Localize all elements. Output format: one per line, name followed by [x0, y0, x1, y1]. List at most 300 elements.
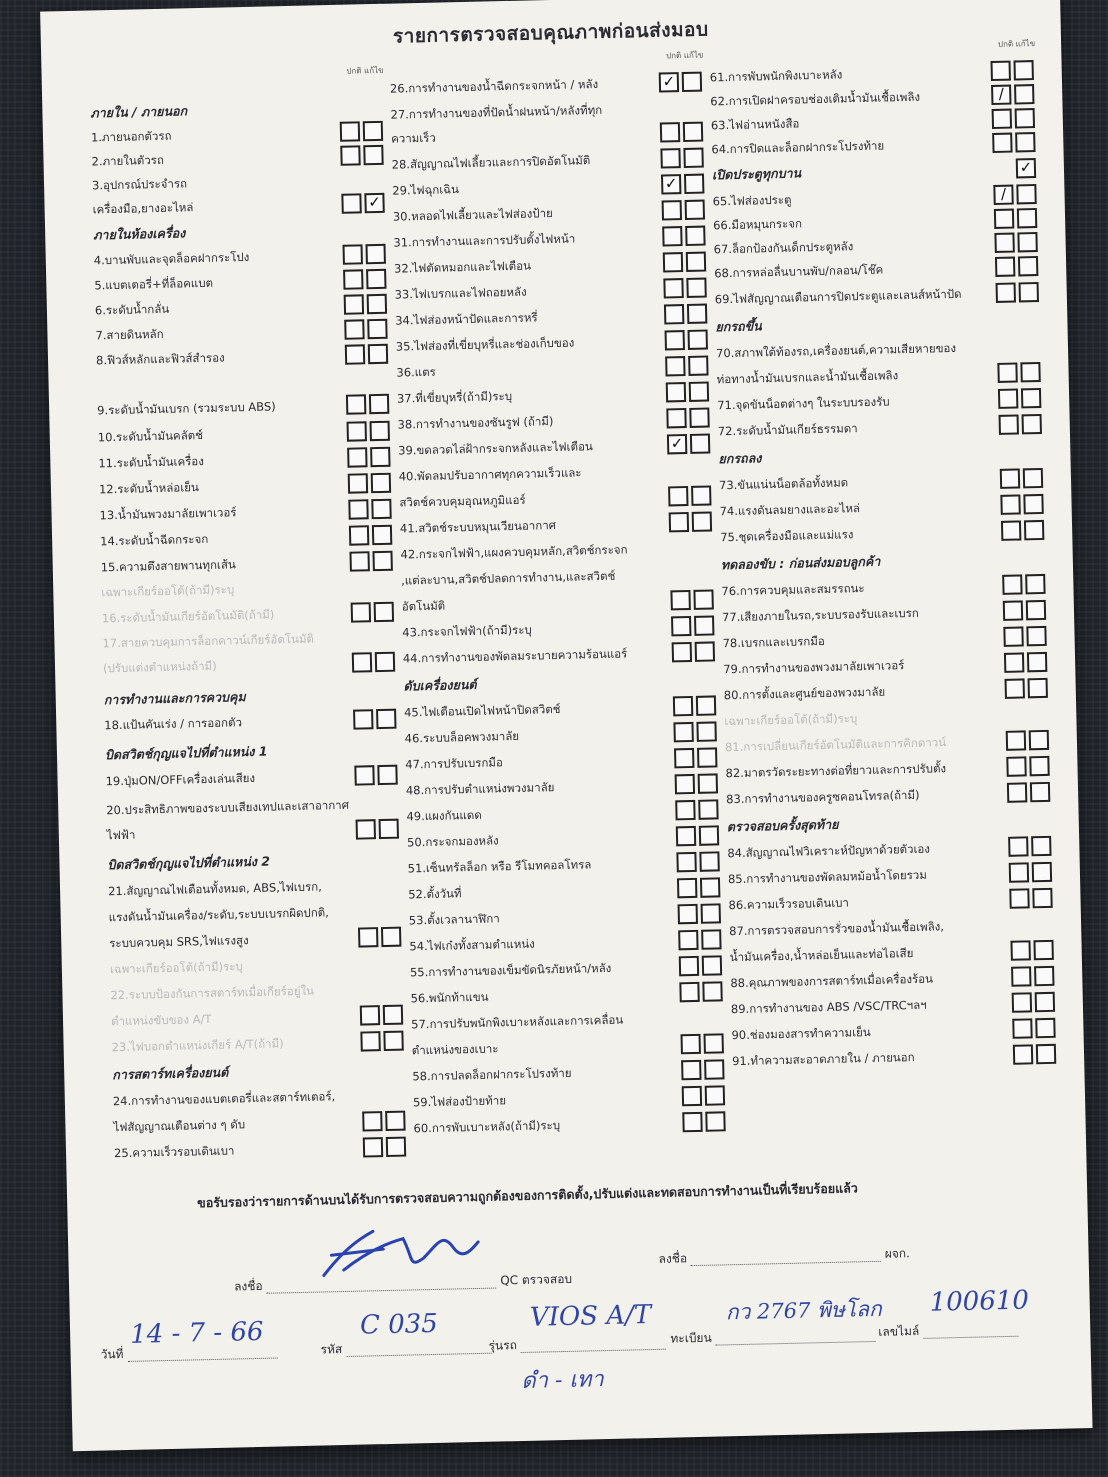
- fixed-checkbox[interactable]: [1020, 362, 1040, 382]
- checklist-item-label: ระบบควบคุม SRS,ไฟแรงสูง: [109, 933, 249, 951]
- fixed-checkbox[interactable]: [689, 407, 709, 427]
- status-checkboxes: [682, 1111, 725, 1130]
- normal-checkbox[interactable]: [992, 109, 1012, 129]
- checklist-item: [113, 1113, 413, 1134]
- normal-checkbox[interactable]: [665, 356, 685, 376]
- normal-checkbox[interactable]: ✓: [661, 174, 681, 194]
- normal-checkbox[interactable]: [342, 244, 362, 264]
- checklist-item-label: 48.การปรับตำแหน่งพวงมาลัย: [405, 780, 555, 798]
- normal-checkbox[interactable]: [668, 486, 688, 506]
- checklist-item-label: 84.สัญญาณไฟวิเคราะห์ปัญหาด้วยตัวเอง: [727, 841, 931, 861]
- normal-checkbox[interactable]: ✓: [1016, 158, 1036, 178]
- status-checkboxes: [1016, 158, 1036, 176]
- normal-checkbox[interactable]: [666, 408, 686, 428]
- checklist-item-label: 25.ความเร็วรอบเดินเบา: [113, 1143, 235, 1161]
- normal-checkbox[interactable]: [996, 283, 1016, 303]
- fixed-checkbox[interactable]: [386, 1137, 406, 1157]
- fixed-checkbox[interactable]: [1015, 108, 1035, 128]
- fixed-checkbox[interactable]: [691, 485, 711, 505]
- fixed-checkbox[interactable]: [1024, 520, 1044, 540]
- checklist-item-label: 10.ระดับน้ำมันคลัตช์: [97, 427, 204, 445]
- fixed-checkbox[interactable]: [700, 877, 720, 897]
- normal-checkbox[interactable]: [1009, 888, 1029, 908]
- normal-checkbox[interactable]: [343, 269, 363, 289]
- fixed-checkbox[interactable]: [1019, 282, 1039, 302]
- normal-checkbox[interactable]: [1003, 626, 1023, 646]
- fixed-checkbox[interactable]: [368, 344, 388, 364]
- checklist-item-label: 79.การทำงานของพวงมาลัยเพาเวอร์: [723, 658, 905, 677]
- fixed-checkbox[interactable]: [688, 356, 708, 376]
- status-checkboxes: [1012, 992, 1055, 1011]
- status-checkboxes: [1013, 1044, 1056, 1063]
- normal-checkbox[interactable]: [1007, 782, 1027, 802]
- normal-checkbox[interactable]: [665, 330, 685, 350]
- fixed-checkbox[interactable]: [703, 1033, 723, 1053]
- normal-checkbox[interactable]: [678, 904, 698, 924]
- checklist-item-label: สวิตช์ควบคุมอุณหภูมิแอร์: [399, 492, 526, 510]
- normal-checkbox[interactable]: [677, 878, 697, 898]
- normal-checkbox[interactable]: [351, 602, 371, 622]
- fixed-checkbox[interactable]: [689, 381, 709, 401]
- normal-checkbox[interactable]: [353, 709, 373, 729]
- fixed-checkbox[interactable]: [1029, 756, 1049, 776]
- checklist-item-label: 12.ระดับน้ำหล่อเย็น: [98, 480, 199, 497]
- fixed-checkbox[interactable]: [1031, 836, 1051, 856]
- fixed-checkbox[interactable]: [690, 433, 710, 453]
- normal-checkbox[interactable]: [358, 927, 378, 947]
- fixed-checkbox[interactable]: [374, 602, 394, 622]
- fixed-checkbox[interactable]: ✓: [364, 193, 384, 213]
- fixed-checkbox[interactable]: [1013, 60, 1033, 80]
- section-heading: [112, 1061, 412, 1082]
- fixed-checkbox[interactable]: [1026, 626, 1046, 646]
- checklist-item-label: 32.ไฟตัดหมอกและไฟเตือน: [393, 258, 532, 276]
- fixed-checkbox[interactable]: [363, 121, 383, 141]
- checklist-item-label: ทดลองขับ : ก่อนส่งมอบลูกค้า: [720, 553, 881, 573]
- normal-checkbox[interactable]: [360, 1031, 380, 1051]
- fixed-checkbox[interactable]: [1029, 730, 1049, 750]
- fixed-checkbox[interactable]: [686, 278, 706, 298]
- fixed-checkbox[interactable]: [370, 421, 390, 441]
- fixed-checkbox[interactable]: [1023, 468, 1043, 488]
- normal-checkbox[interactable]: [1001, 520, 1021, 540]
- checklist-item: [723, 655, 1055, 677]
- fixed-checkbox[interactable]: [1030, 782, 1050, 802]
- normal-checkbox[interactable]: [1005, 678, 1025, 698]
- qc-signature: [313, 1217, 485, 1291]
- fixed-checkbox[interactable]: [1027, 652, 1047, 672]
- checklist-item: [711, 135, 1043, 157]
- checklist-item: [394, 254, 714, 275]
- normal-checkbox[interactable]: ✓: [659, 72, 679, 92]
- status-checkboxes: [992, 108, 1035, 127]
- checklist-item: [396, 358, 716, 379]
- fixed-checkbox[interactable]: [702, 955, 722, 975]
- checklist-item: [92, 172, 392, 193]
- checklist-item-label: ,แต่ละบาน,สวิตช์ปลดการทำงาน,และสวิตช์: [400, 568, 616, 588]
- normal-checkbox[interactable]: [1009, 862, 1029, 882]
- section-heading: [721, 551, 1053, 573]
- normal-checkbox[interactable]: [1004, 652, 1024, 672]
- checklist-item-label: 41.สวิตช์ระบบหมุนเวียนอากาศ: [399, 518, 557, 536]
- checklist-item-label: 33.ไฟเบรกและไฟถอยหลัง: [394, 284, 527, 302]
- normal-checkbox[interactable]: [344, 294, 364, 314]
- normal-checkbox[interactable]: [1000, 468, 1020, 488]
- checklist-item-label: 57.การปรับพนักพิงเบาะหลังและการเคลื่อน: [411, 1012, 624, 1032]
- checklist-item: [399, 488, 719, 509]
- checklist-item-label: 80.การตั้งและศูนย์ของพวงมาลัย: [723, 684, 886, 703]
- fixed-checkbox[interactable]: [367, 294, 387, 314]
- normal-checkbox[interactable]: [340, 121, 360, 141]
- fixed-checkbox[interactable]: [371, 499, 391, 519]
- status-checkboxes: [674, 747, 717, 766]
- fixed-checkbox[interactable]: [381, 927, 401, 947]
- normal-checkbox[interactable]: [1013, 1044, 1033, 1064]
- normal-checkbox[interactable]: [348, 473, 368, 493]
- fixed-checkbox[interactable]: [367, 319, 387, 339]
- checklist-item-label: 15.ความตึงสายพานทุกเส้น: [100, 557, 236, 575]
- fixed-checkbox[interactable]: [699, 851, 719, 871]
- normal-checkbox[interactable]: [340, 145, 360, 165]
- checklist-item: [408, 880, 728, 901]
- checklist-item: [91, 124, 391, 145]
- fixed-checkbox[interactable]: [701, 903, 721, 923]
- status-checkboxes: [1009, 862, 1052, 881]
- normal-checkbox[interactable]: [994, 233, 1014, 253]
- fixed-checkbox[interactable]: [698, 773, 718, 793]
- checklist-item-label: 37.ที่เขี่ยบุหรี่(ถ้ามี)ระบุ: [396, 388, 513, 406]
- checklist-item-label: น้ำมันเครื่อง,น้ำหล่อเย็นและท่อไอเสีย: [729, 946, 914, 965]
- status-checkboxes: [682, 1085, 725, 1104]
- sign-label-left: ลงชื่อ: [233, 1278, 263, 1294]
- checklist-item-label: 27.การทำงานของที่ปัดน้ำฝนหน้า/หลังที่ทุก: [390, 102, 603, 122]
- status-checkboxes: [358, 927, 401, 946]
- fixed-checkbox[interactable]: [696, 721, 716, 741]
- normal-checkbox[interactable]: [680, 1034, 700, 1054]
- checklist-item-label: ดับเครื่องยนต์: [403, 676, 477, 694]
- checklist-item-label: 61.การพับพนักพิงเบาะหลัง: [709, 67, 843, 85]
- status-checkboxes: [998, 388, 1041, 407]
- fixed-checkbox[interactable]: [383, 1031, 403, 1051]
- checklist-item: [402, 618, 722, 639]
- fixed-checkbox[interactable]: [697, 747, 717, 767]
- normal-checkbox[interactable]: [363, 1137, 383, 1157]
- fixed-checkbox[interactable]: [698, 799, 718, 819]
- section-heading: [711, 158, 1044, 183]
- normal-checkbox[interactable]: [682, 1112, 702, 1132]
- fixed-checkbox[interactable]: [688, 330, 708, 350]
- normal-checkbox[interactable]: [671, 616, 691, 636]
- checklist-item: [412, 1062, 732, 1083]
- checklist-item-label: ไฟฟ้า: [106, 827, 136, 843]
- normal-checkbox[interactable]: [669, 512, 689, 532]
- normal-checkbox[interactable]: [348, 499, 368, 519]
- fixed-checkbox[interactable]: [704, 1059, 724, 1079]
- fixed-checkbox[interactable]: [1015, 132, 1035, 152]
- normal-checkbox[interactable]: [994, 209, 1014, 229]
- normal-checkbox[interactable]: [1011, 966, 1031, 986]
- status-checkboxes: [1000, 494, 1043, 513]
- fixed-checkbox[interactable]: [1021, 388, 1041, 408]
- normal-checkbox[interactable]: [672, 642, 692, 662]
- checklist-item-label: 89.การทำงานของ ABS /VSC/TRCฯลฯ: [730, 997, 927, 1017]
- fixed-checkbox[interactable]: [377, 765, 397, 785]
- normal-checkbox[interactable]: [662, 226, 682, 246]
- normal-checkbox[interactable]: [995, 257, 1015, 277]
- fixed-checkbox[interactable]: [375, 652, 395, 672]
- status-checkboxes: [1010, 940, 1053, 959]
- checklist-item: [402, 592, 722, 613]
- checklist-item-label: ตำแหน่งของเบาะ: [411, 1041, 499, 1058]
- normal-checkbox[interactable]: [679, 956, 699, 976]
- checklist-item-label: 34.ไฟส่องหน้าปัดและการหรี่: [395, 310, 538, 328]
- checklist-item: [393, 228, 713, 249]
- fixed-checkbox[interactable]: [684, 174, 704, 194]
- checklist-item: [712, 184, 1044, 209]
- status-checkboxes: [995, 256, 1038, 275]
- fixed-checkbox[interactable]: [1033, 940, 1053, 960]
- checklist-item: [391, 124, 711, 145]
- checklist-item: [732, 1047, 1064, 1069]
- status-checkboxes: [990, 60, 1033, 79]
- normal-checkbox[interactable]: [663, 252, 683, 272]
- fixed-checkbox[interactable]: [1036, 1044, 1056, 1064]
- normal-checkbox[interactable]: [664, 304, 684, 324]
- fixed-checkbox[interactable]: [1032, 888, 1052, 908]
- fixed-checkbox[interactable]: [1028, 678, 1048, 698]
- normal-checkbox[interactable]: ✓: [667, 434, 687, 454]
- normal-checkbox[interactable]: [673, 722, 693, 742]
- status-checkboxes: [343, 269, 386, 288]
- checklist-item: [95, 297, 395, 318]
- fixed-checkbox[interactable]: [685, 200, 705, 220]
- checklist-item: [100, 528, 400, 549]
- checklist-item: [714, 259, 1046, 281]
- checklist-item: [390, 74, 710, 95]
- fixed-checkbox[interactable]: [1022, 414, 1042, 434]
- fixed-checkbox[interactable]: [1014, 84, 1034, 104]
- section-heading: [90, 100, 390, 121]
- checklist-item-label: การสตาร์ทเครื่องยนต์: [112, 1064, 229, 1083]
- checklist-item-label: 49.แผงกันแดด: [406, 807, 482, 824]
- normal-checkbox[interactable]: [1002, 574, 1022, 594]
- fixed-checkbox[interactable]: [371, 473, 391, 493]
- checklist-item: [719, 497, 1051, 519]
- status-checkboxes: [667, 433, 710, 452]
- normal-checkbox[interactable]: [676, 852, 696, 872]
- checklist-item-label: 42.กระจกไฟฟ้า,แผงควบคุมหลัก,สวิตช์กระจก: [400, 542, 628, 562]
- fixed-checkbox[interactable]: [1034, 966, 1054, 986]
- fixed-checkbox[interactable]: [685, 226, 705, 246]
- normal-checkbox[interactable]: [1008, 836, 1028, 856]
- fixed-checkbox[interactable]: [1017, 232, 1037, 252]
- status-checkboxes: [661, 174, 704, 193]
- checklist-item-label: 71.จุดขันน็อตต่างๆ ในระบบรองรับ: [717, 394, 890, 413]
- checklist-item-label: เฉพาะเกียร์ออโต้(ถ้ามี)ระบุ: [101, 582, 235, 600]
- section-heading: [105, 741, 405, 762]
- fixed-checkbox[interactable]: [385, 1111, 405, 1131]
- normal-checkbox[interactable]: [666, 382, 686, 402]
- sign-label-right: ลงชื่อ: [658, 1251, 688, 1266]
- normal-checkbox[interactable]: [349, 525, 369, 545]
- checklist-item-label: 7.สายดินหลัก: [95, 326, 164, 343]
- status-checkboxes: [348, 473, 391, 492]
- checklist-item: [390, 100, 710, 121]
- fixed-checkbox[interactable]: [693, 589, 713, 609]
- normal-checkbox[interactable]: [663, 278, 683, 298]
- normal-checkbox[interactable]: [670, 590, 690, 610]
- normal-checkbox[interactable]: [999, 414, 1019, 434]
- normal-checkbox[interactable]: [675, 800, 695, 820]
- normal-checkbox[interactable]: [660, 122, 680, 142]
- fixed-checkbox[interactable]: [699, 825, 719, 845]
- fixed-checkbox[interactable]: [682, 72, 702, 92]
- checklist-item-label: ตรวจสอบครั้งสุดท้าย: [726, 816, 839, 835]
- normal-checkbox[interactable]: [347, 447, 367, 467]
- fixed-checkbox[interactable]: [1035, 1018, 1055, 1038]
- fixed-checkbox[interactable]: [363, 145, 383, 165]
- normal-checkbox[interactable]: [1000, 494, 1020, 514]
- fixed-checkbox[interactable]: [686, 252, 706, 272]
- fixed-checkbox[interactable]: [369, 394, 389, 414]
- normal-checkbox[interactable]: [676, 826, 696, 846]
- checklist-item-label: 26.การทำงานของน้ำฉีดกระจกหน้า / หลัง: [389, 76, 599, 96]
- fixed-checkbox[interactable]: [1016, 184, 1036, 204]
- normal-checkbox[interactable]: [346, 394, 366, 414]
- status-checkboxes: [347, 447, 390, 466]
- fixed-checkbox[interactable]: [692, 511, 712, 531]
- normal-checkbox[interactable]: [362, 1111, 382, 1131]
- normal-checkbox[interactable]: [1006, 756, 1026, 776]
- checklist-item: [728, 891, 1060, 913]
- normal-checkbox[interactable]: [681, 1060, 701, 1080]
- status-checkboxes: [1008, 836, 1051, 855]
- normal-checkbox[interactable]: [678, 930, 698, 950]
- fixed-checkbox[interactable]: [1017, 208, 1037, 228]
- fixed-checkbox[interactable]: [683, 122, 703, 142]
- status-checkboxes: [665, 330, 708, 349]
- checklist-item-label: 23.ไฟบอกตำแหน่งเกียร์ A/T(ถ้ามี): [111, 1036, 284, 1055]
- fixed-checkbox[interactable]: [683, 148, 703, 168]
- normal-checkbox[interactable]: [1006, 730, 1026, 750]
- normal-checkbox[interactable]: [352, 652, 372, 672]
- fixed-checkbox[interactable]: [701, 929, 721, 949]
- normal-checkbox[interactable]: [674, 748, 694, 768]
- checklist-item-label: เฉพาะเกียร์ออโต้(ถ้ามี)ระบุ: [109, 959, 243, 977]
- normal-checkbox[interactable]: [341, 193, 361, 213]
- fixed-checkbox[interactable]: [695, 641, 715, 661]
- fixed-checkbox[interactable]: [365, 244, 385, 264]
- checklist-item: [101, 554, 401, 575]
- normal-checkbox[interactable]: [662, 200, 682, 220]
- normal-checkbox[interactable]: [673, 696, 693, 716]
- checklist-item-label: 46.ระบบล็อคพวงมาลัย: [404, 728, 520, 746]
- checklist-item: [412, 1036, 732, 1057]
- status-checkboxes: [1009, 888, 1052, 907]
- checklist-item: [710, 84, 1042, 109]
- fixed-checkbox[interactable]: [372, 525, 392, 545]
- status-checkboxes: [994, 208, 1037, 227]
- normal-checkbox[interactable]: [998, 388, 1018, 408]
- checklist-item: [728, 865, 1060, 887]
- normal-checkbox[interactable]: [990, 61, 1010, 81]
- checklist-item: [99, 476, 399, 497]
- checklist-item: [397, 384, 717, 405]
- checklist-item: [729, 917, 1061, 939]
- normal-checkbox[interactable]: /: [993, 185, 1013, 205]
- checklist-item-label: 4.บานพับและจุดล็อคฝากระโปง: [93, 249, 250, 268]
- fixed-checkbox[interactable]: [372, 551, 392, 571]
- checklist-item-label: 85.การทำงานของพัดลมหม้อน้ำโดยรวม: [727, 867, 928, 887]
- fixed-checkbox[interactable]: [705, 1111, 725, 1131]
- fixed-checkbox[interactable]: [705, 1085, 725, 1105]
- normal-checkbox[interactable]: [1003, 600, 1023, 620]
- status-checkboxes: [668, 485, 711, 504]
- fixed-checkbox[interactable]: [1025, 574, 1045, 594]
- normal-checkbox[interactable]: [349, 551, 369, 571]
- normal-checkbox[interactable]: [1012, 1018, 1032, 1038]
- fixed-checkbox[interactable]: [370, 447, 390, 467]
- normal-checkbox[interactable]: [344, 319, 364, 339]
- checklist-item: [102, 630, 402, 651]
- normal-checkbox[interactable]: [347, 421, 367, 441]
- fixed-checkbox[interactable]: [1023, 494, 1043, 514]
- checklist-item-label: 44.การทำงานของพัดลมระบายความร้อนแอร์: [402, 646, 628, 666]
- normal-checkbox[interactable]: [997, 362, 1017, 382]
- fixed-checkbox[interactable]: [696, 695, 716, 715]
- normal-checkbox[interactable]: [1010, 940, 1030, 960]
- fixed-checkbox[interactable]: [376, 709, 396, 729]
- checklist-item-label: 63.ไฟอ่านหนังสือ: [710, 116, 800, 133]
- fixed-checkbox[interactable]: [702, 981, 722, 1001]
- normal-checkbox[interactable]: [992, 133, 1012, 153]
- normal-checkbox[interactable]: [675, 774, 695, 794]
- checklist-item-label: ไฟสัญญาณเตือนต่าง ๆ ดับ: [113, 1117, 246, 1135]
- fixed-checkbox[interactable]: [694, 615, 714, 635]
- fixed-checkbox[interactable]: [1032, 862, 1052, 882]
- fixed-checkbox[interactable]: [1026, 600, 1046, 620]
- fixed-checkbox[interactable]: [379, 819, 399, 839]
- status-checkboxes: [675, 799, 718, 818]
- normal-checkbox[interactable]: [354, 765, 374, 785]
- fixed-checkbox[interactable]: [1018, 256, 1038, 276]
- checklist-item: [730, 943, 1062, 965]
- normal-checkbox[interactable]: [345, 344, 365, 364]
- normal-checkbox[interactable]: [356, 819, 376, 839]
- checklist-item: [725, 733, 1057, 755]
- status-checkboxes: [1006, 730, 1049, 749]
- normal-checkbox[interactable]: [679, 982, 699, 1002]
- checklist-item: [714, 235, 1046, 257]
- normal-checkbox[interactable]: [682, 1086, 702, 1106]
- checklist-item: [401, 566, 721, 587]
- fixed-checkbox[interactable]: [383, 1005, 403, 1025]
- checklist-item: [105, 767, 405, 788]
- fixed-checkbox[interactable]: [1035, 992, 1055, 1012]
- manager-label: ผจก.: [884, 1246, 911, 1261]
- normal-checkbox[interactable]: [1012, 992, 1032, 1012]
- checklist-item: [722, 603, 1054, 625]
- checklist-item-label: 91.ทำความสะอาดภายใน / ภายนอก: [731, 1050, 915, 1069]
- checklist-item: [408, 854, 728, 875]
- fixed-checkbox[interactable]: [366, 269, 386, 289]
- status-checkboxes: [660, 148, 703, 167]
- normal-checkbox[interactable]: /: [991, 85, 1011, 105]
- checklist-item-label: 73.ขันแน่นน็อตล้อทั้งหมด: [718, 475, 849, 493]
- fixed-checkbox[interactable]: [687, 304, 707, 324]
- normal-checkbox[interactable]: [660, 148, 680, 168]
- normal-checkbox[interactable]: [360, 1005, 380, 1025]
